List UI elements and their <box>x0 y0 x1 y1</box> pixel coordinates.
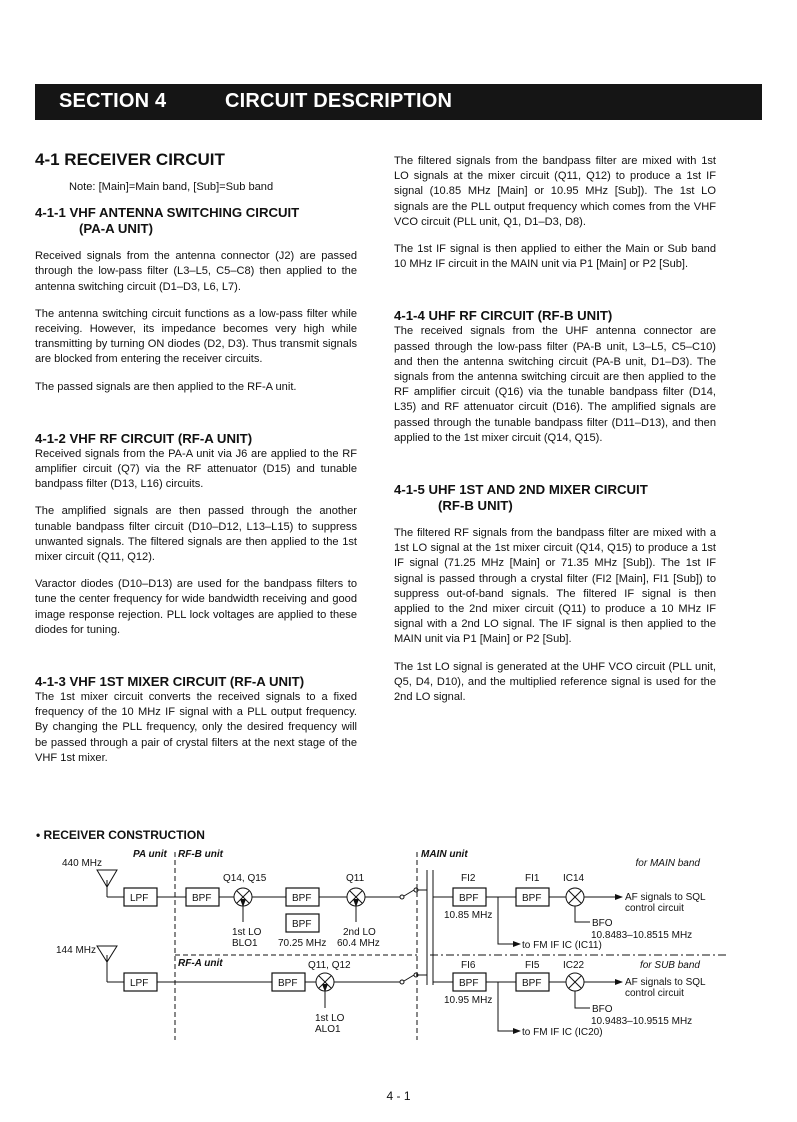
paragraph: Received signals from the antenna connector (J2) are passed through the low-pass filter (L3–L5, C5–C8) then applied to the antenna switching circuit (D1–D3, L6, L7). <box>35 250 357 293</box>
bpf-label: BPF <box>292 919 312 930</box>
pa-unit-label: PA unit <box>133 849 167 860</box>
af-sub-line1: AF signals to SQL <box>625 977 706 988</box>
bpf-label: BPF <box>459 893 479 904</box>
bfo-sub-freq: 10.9483–10.9515 MHz <box>591 1016 693 1027</box>
antenna-icon <box>97 870 117 897</box>
antenna-440-label: 440 MHz <box>62 858 103 869</box>
lo2-label: 2nd LO <box>343 927 376 938</box>
heading-4-1-4: 4-1-4 UHF RF CIRCUIT (RF-B UNIT) <box>394 308 613 324</box>
bfo2-label: BFO <box>592 1004 613 1015</box>
mixer-icon <box>347 888 365 906</box>
section-title: CIRCUIT DESCRIPTION <box>225 90 453 112</box>
ic22-label: IC22 <box>563 960 585 971</box>
right-column <box>394 154 716 705</box>
heading-4-1-5 <box>394 482 716 514</box>
switch-icon <box>404 975 414 981</box>
lpf-label: LPF <box>130 978 149 989</box>
paragraph: The filtered RF signals from the bandpass filter are mixed with a 1st LO signal at the 1st mixer circuit (Q14, Q15) to produce a 1st IF signal (71.25 MHz [Main] or 71.35 MHz [Sub]). The 1st IF signal is passed through a crystal filter (FI2 [Main], FI1 [Sub]) to suppress out-of-band signals. The filtered IF signal is then applied to the 2nd mixer circuit (Q11) to produce a 10 MHz IF signal with a 2nd LO signal. The IF signal is then applied to the MAIN unit via P1 [Main] or P2 [Sub]. <box>394 527 716 646</box>
fi2-label: FI2 <box>461 873 476 884</box>
bpf-label: BPF <box>292 893 312 904</box>
bpf-label: BPF <box>522 978 542 989</box>
blo1-label: BLO1 <box>232 938 258 949</box>
page-number: 4 - 1 <box>386 1089 411 1103</box>
if1085-label: 10.85 MHz <box>444 910 493 921</box>
mixer-icon <box>566 888 584 906</box>
bpf-label: BPF <box>192 893 212 904</box>
paragraph: The 1st LO signal is generated at the UHF VCO circuit (PLL unit, Q5, D4, D10), and the multiplied reference signal is used for the 2nd LO signal. <box>394 660 716 704</box>
heading-4-1-3: 4-1-3 VHF 1ST MIXER CIRCUIT (RF-A UNIT) <box>35 674 305 690</box>
mixer-icon <box>566 973 584 991</box>
paragraph: The antenna switching circuit functions as a low-pass filter while receiving. However, its impedance becomes very high while transmitting by turning ON diodes (D2, D3). Thus transmit signals are blocked from entering the receiver circuits. <box>35 307 357 366</box>
antenna-icon <box>97 946 117 982</box>
fm-sub-label: to FM IF IC (IC20) <box>522 1027 603 1038</box>
main-unit-label: MAIN unit <box>421 849 468 860</box>
switch-icon <box>404 890 414 896</box>
bfo-main-freq: 10.8483–10.8515 MHz <box>591 930 693 941</box>
section-banner <box>35 84 762 120</box>
mixer-icon <box>316 973 334 991</box>
diagram-title: • RECEIVER CONSTRUCTION <box>36 828 205 842</box>
paragraph: The passed signals are then applied to the RF-A unit. <box>35 380 297 393</box>
af-sub-line2: control circuit <box>625 988 684 999</box>
q14-q15-label: Q14, Q15 <box>223 873 267 884</box>
paragraph: The 1st IF signal is then applied to either the Main or Sub band 10 MHz IF circuit in the MAIN unit via P1 [Main] or P2 [Sub]. <box>394 243 716 271</box>
lo1b-label: 1st LO <box>315 1013 345 1024</box>
heading-4-1-2: 4-1-2 VHF RF CIRCUIT (RF-A UNIT) <box>35 430 253 446</box>
heading-4-1-1-line2: (PA-A UNIT) <box>79 221 153 237</box>
paragraph: The filtered signals from the bandpass filter are mixed with 1st LO signals at the mixer circuit (Q11, Q12) to produce a 1st IF signal (10.85 MHz [Main] or 10.95 MHz [Sub]). The 1st LO signals are the PLL output frequency which comes from the VHF VCO circuit (PLL unit, Q1, D1–D3, D8). <box>394 155 716 228</box>
mixer-icon <box>234 888 252 906</box>
q11-label: Q11 <box>346 873 365 884</box>
note-text: Note: [Main]=Main band, [Sub]=Sub band <box>69 181 274 193</box>
fm-main-label: to FM IF IC (IC11) <box>522 940 602 951</box>
af-main-line1: AF signals to SQL <box>625 892 706 903</box>
heading-4-1-5-line1: 4-1-5 UHF 1ST AND 2ND MIXER CIRCUIT <box>394 482 648 498</box>
f7025-label: 70.25 MHz <box>278 938 327 949</box>
paragraph: The amplified signals are then passed through the another tunable bandpass filter circuit (D10–D12, L13–L15) to suppress unwanted signals. The filtered signals are then applied to the 1st mixer circuit (Q11, Q12). <box>35 505 357 564</box>
f604-label: 60.4 MHz <box>337 938 380 949</box>
heading-4-1-5-line2: (RF-B UNIT) <box>438 498 513 514</box>
rfb-unit-label: RF-B unit <box>178 849 223 860</box>
fi5-label: FI5 <box>525 960 540 971</box>
if1095-label: 10.95 MHz <box>444 995 493 1006</box>
af-main-line2: control circuit <box>625 903 684 914</box>
alo1-label: ALO1 <box>315 1024 341 1035</box>
lo1-label: 1st LO <box>232 927 262 938</box>
paragraph: The received signals from the UHF antenna connector are passed through the low-pass filter (PA-B unit, L3–L5, C5–C10) and then the antenna switching circuit (PA-B unit, D1–D3). The signals from the antenna switching circuit are then applied to the RF amplifier circuit (Q16) via the tunable bandpass filter (D14, L35) and RF attenuator circuit (D16). The amplified signals are passed through the tunable bandpass filter (D11–D13), and then applied to the 1st mixer circuit (Q14, Q15). <box>394 325 716 444</box>
paragraph: The 1st mixer circuit converts the received signals to a fixed frequency of the 10 MHz IF signal with a PLL output frequency. By changing the PLL frequency, only the desired frequency will be passed through a pair of crystal filters at the next stage of the VHF 1st mixer. <box>35 691 357 764</box>
q11-q12-label: Q11, Q12 <box>308 960 351 971</box>
receiver-block-diagram <box>0 840 797 1050</box>
for-main-band-label: for MAIN band <box>635 858 700 869</box>
fi1-label: FI1 <box>525 873 540 884</box>
paragraph: Received signals from the PA-A unit via J6 are applied to the RF amplifier circuit (Q7) via the RF attenuator (D15) and tunable bandpass filter (D13, L16) circuits. <box>35 447 357 491</box>
heading-4-1-1 <box>35 205 357 237</box>
ic14-label: IC14 <box>563 873 585 884</box>
paragraph: Varactor diodes (D10–D13) are used for the bandpass filters to tune the center frequency for wide bandwidth receiving and good image response rejection. PLL lock voltages are applied to these diodes for tuning. <box>35 578 357 636</box>
bpf-label: BPF <box>522 893 542 904</box>
left-column <box>35 150 357 766</box>
lpf-label: LPF <box>130 893 149 904</box>
heading-4-1: 4-1 RECEIVER CIRCUIT <box>35 150 225 169</box>
antenna-144-label: 144 MHz <box>56 945 97 956</box>
section-number: SECTION 4 <box>59 90 167 112</box>
bpf-label: BPF <box>459 978 479 989</box>
for-sub-band-label: for SUB band <box>639 960 700 971</box>
fi6-label: FI6 <box>461 960 476 971</box>
rfa-unit-label: RF-A unit <box>178 958 223 969</box>
bfo-label: BFO <box>592 918 613 929</box>
bpf-label: BPF <box>278 978 298 989</box>
heading-4-1-1-line1: 4-1-1 VHF ANTENNA SWITCHING CIRCUIT <box>35 205 300 221</box>
